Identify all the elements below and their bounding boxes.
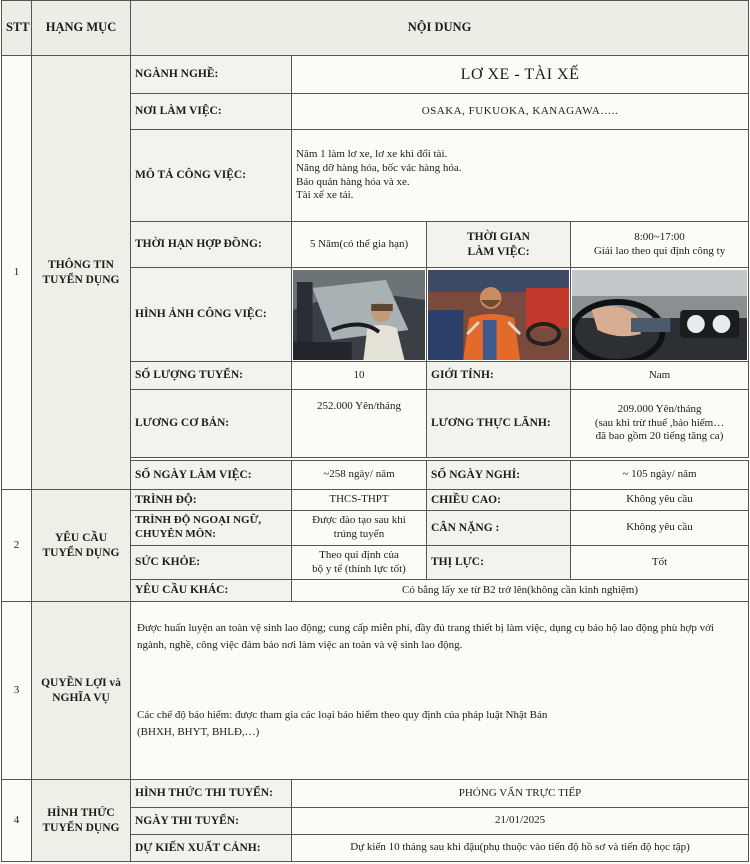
vision-label: THỊ LỰC: [427, 546, 571, 580]
job-photo-2 [427, 268, 571, 362]
weight-value: Không yêu cầu [571, 511, 749, 546]
net-salary-note-1: (sau khi trừ thuế ,bảo hiểm… [594, 416, 725, 429]
driver-in-vest-photo [428, 270, 569, 360]
net-salary-value [571, 390, 749, 458]
health-value [292, 546, 427, 580]
skills-value-line2: trúng tuyển [333, 528, 385, 540]
section3-number: 3 [2, 602, 32, 780]
header-row [2, 1, 749, 56]
contract-value: 5 Năm(có thể gia hạn) [292, 222, 427, 268]
steering-wheel-photo [572, 270, 747, 360]
description-line-4: Tài xế xe tải. [296, 189, 354, 202]
gender-label: GIỚI TÍNH: [427, 362, 571, 390]
description-line-2: Nâng dỡ hàng hóa, bốc vác hàng hóa. [296, 161, 462, 174]
section2-category-line1: YÊU CẦU [54, 532, 108, 545]
basic-salary-value: 252.000 Yên/tháng [292, 390, 427, 458]
truck-cab-driver-photo [293, 270, 425, 360]
education-label: TRÌNH ĐỘ: [131, 490, 292, 511]
other-req-value: Có bằng lấy xe từ B2 trở lên(không cần kinh nghiệm) [292, 580, 749, 602]
daysoff-label: SỐ NGÀY NGHỈ: [427, 461, 571, 490]
section3-category-line2: NGHĨA VỤ [52, 691, 110, 704]
other-req-label: YÊU CẦU KHÁC: [131, 580, 292, 602]
location-value: OSAKA, FUKUOKA, KANAGAWA….. [292, 94, 749, 130]
category-header: HẠNG MỤC [32, 1, 131, 56]
benefits-training-text: Được huấn luyện an toàn vệ sinh lao động; cung cấp miễn phí, đầy đủ trang thiết bị làm việc, dụng cụ bảo hộ lao động phù hợp với ngành, nghề, công việc đảm bảo nơi làm việc an toàn và vệ sinh lao động. [137, 622, 714, 651]
section2-number: 2 [2, 490, 32, 602]
recruitment-table [1, 0, 749, 862]
section4-number: 4 [2, 780, 32, 862]
net-salary-note-2: đã bao gồm 20 tiếng tăng ca) [595, 430, 724, 443]
skills-label-line2: CHUYÊN MÔN: [135, 528, 216, 540]
departure-label: DỰ KIẾN XUẤT CẢNH: [131, 835, 292, 862]
contract-label: THỜI HẠN HỢP ĐỒNG: [131, 222, 292, 268]
health-value-line1: Theo qui định của [319, 548, 399, 561]
exam-method-label: HÌNH THỨC THI TUYỂN: [131, 780, 292, 808]
health-value-line2: bộ y tế (thính lực tốt) [312, 562, 406, 575]
net-salary-amount: 209.000 Yên/tháng [617, 402, 702, 415]
height-value: Không yêu cầu [571, 490, 749, 511]
description-line-3: Bảo quản hàng hóa và xe. [296, 175, 410, 188]
worktime-label [427, 222, 571, 268]
location-label: NƠI LÀM VIỆC: [131, 94, 292, 130]
skills-label-line1: TRÌNH ĐỘ NGOẠI NGỮ, [135, 514, 262, 527]
departure-value: Dự kiến 10 tháng sau khi đậu(phụ thuộc vào tiến độ hồ sơ và tiến độ học tập) [292, 835, 749, 862]
workdays-label: SỐ NGÀY LÀM VIỆC: [131, 461, 292, 490]
section2-category [32, 490, 131, 602]
exam-date-label: NGÀY THI TUYỂN: [131, 808, 292, 835]
basic-salary-label: LƯƠNG CƠ BẢN: [131, 390, 292, 458]
worktime-value [571, 222, 749, 268]
section1-category [32, 56, 131, 490]
net-salary-label: LƯƠNG THỰC LÃNH: [427, 390, 571, 458]
quantity-value: 10 [292, 362, 427, 390]
section4-category-line2: TUYỂN DỤNG [42, 821, 120, 834]
section1-category-line1: THÔNG TIN [48, 259, 114, 272]
section1-category-line2: TUYỂN DỤNG [42, 273, 120, 286]
description-line-1: Năm 1 làm lơ xe, lơ xe khi đổi tài. [296, 148, 448, 160]
job-label: NGÀNH NGHỀ: [131, 56, 292, 94]
job-value: LƠ XE - TÀI XẾ [292, 56, 749, 94]
job-photo-3 [571, 268, 749, 362]
section4-category-line1: HÌNH THỨC [47, 807, 115, 820]
skills-value [292, 511, 427, 546]
description-label: MÔ TẢ CÔNG VIỆC: [131, 130, 292, 222]
section1-number: 1 [2, 56, 32, 490]
benefits-insurance-text: Các chế độ bảo hiểm: được tham gia các loại bảo hiểm theo quy định của pháp luật Nhật Bản [137, 709, 548, 721]
health-label: SỨC KHỎE: [131, 546, 292, 580]
content-header: NỘI DUNG [131, 1, 749, 56]
stt-header: STT [2, 1, 32, 56]
quantity-label: SỐ LƯỢNG TUYỂN: [131, 362, 292, 390]
daysoff-value: ~ 105 ngày/ năm [571, 461, 749, 490]
education-value: THCS-THPT [292, 490, 427, 511]
worktime-label-line1: THỜI GIAN [467, 231, 530, 244]
skills-value-line1: Được đào tạo sau khi [312, 514, 406, 527]
worktime-label-line2: LÀM VIỆC: [467, 245, 530, 258]
benefits-insurance-list: (BHXH, BHYT, BHLĐ,…) [137, 725, 260, 738]
workdays-value: ~258 ngày/ năm [292, 461, 427, 490]
section4-category [32, 780, 131, 862]
description-value [292, 130, 749, 222]
worktime-hours: 8:00~17:00 [634, 230, 685, 243]
weight-label: CÂN NẶNG : [427, 511, 571, 546]
skills-label [131, 511, 292, 546]
job-photo-1 [292, 268, 427, 362]
worktime-break: Giải lao theo qui định công ty [593, 244, 726, 257]
height-label: CHIỀU CAO: [427, 490, 571, 511]
section3-category-line1: QUYỀN LỢI và [41, 677, 121, 690]
vision-value: Tốt [571, 546, 749, 580]
section3-category [32, 602, 131, 780]
section2-category-line2: TUYỂN DỤNG [42, 546, 120, 559]
benefits-content [131, 602, 749, 780]
exam-date-value: 21/01/2025 [292, 808, 749, 835]
photos-label: HÌNH ẢNH CÔNG VIỆC: [131, 268, 292, 362]
exam-method-value: PHỎNG VẤN TRỰC TIẾP [292, 780, 749, 808]
gender-value: Nam [571, 362, 749, 390]
